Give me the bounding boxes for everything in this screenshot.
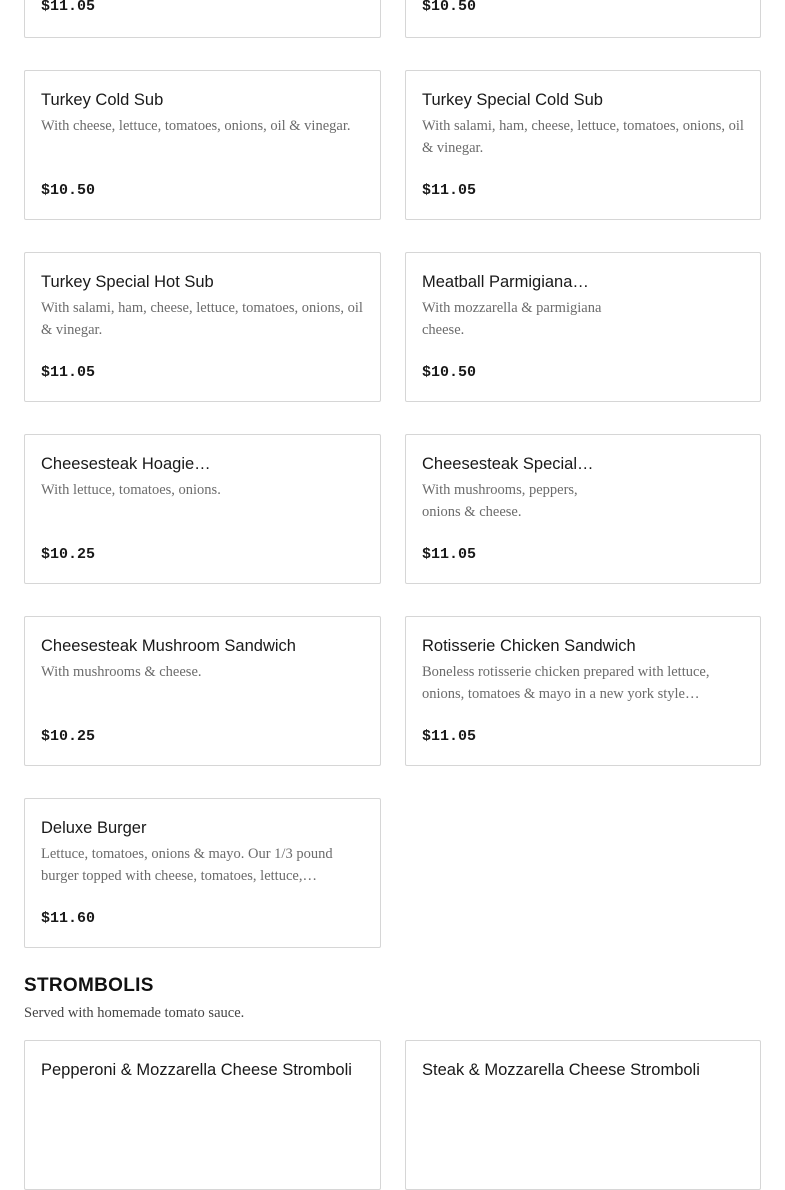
item-description: With salami, ham, cheese, lettuce, tomatoes, onions, oil & vinegar. (41, 300, 363, 338)
item-price: $10.25 (41, 728, 96, 745)
item-price: $10.50 (422, 364, 477, 381)
item-price: $11.05 (41, 364, 96, 381)
item-name: Rotisserie Chicken Sandwich (422, 637, 636, 655)
item-name: Cheesesteak Mushroom Sandwich (41, 637, 296, 655)
menu-item-card[interactable] (405, 70, 761, 220)
menu-item-card[interactable] (24, 252, 381, 402)
item-description: With mushrooms & cheese. (41, 664, 202, 680)
menu-item-card[interactable] (24, 798, 381, 948)
menu-item-card[interactable] (405, 616, 761, 766)
item-name: Pepperoni & Mozzarella Cheese Stromboli (41, 1061, 352, 1079)
item-description: With salami, ham, cheese, lettuce, tomatoes, onions, oil & vinegar. (422, 118, 744, 156)
menu-item-card[interactable] (405, 252, 761, 402)
item-price: $10.50 (422, 0, 477, 15)
item-name: Steak & Mozzarella Cheese Stromboli (422, 1061, 700, 1079)
menu-item-card[interactable] (405, 0, 761, 38)
item-price: $10.25 (41, 546, 96, 563)
item-name: Turkey Special Cold Sub (422, 91, 603, 109)
menu-item-card[interactable] (24, 0, 381, 38)
strombolis-section (24, 974, 785, 1024)
item-name: Cheesesteak Hoagie… (41, 455, 211, 473)
item-name: Turkey Cold Sub (41, 91, 164, 109)
menu-item-card[interactable] (24, 616, 381, 766)
menu-item-card[interactable] (405, 434, 761, 584)
item-price: $11.05 (41, 0, 96, 15)
menu-item-card[interactable] (24, 434, 381, 584)
item-price: $10.50 (41, 182, 96, 199)
menu-item-card[interactable] (405, 1040, 761, 1190)
item-description: Lettuce, tomatoes, onions & mayo. Our 1/3 pound burger topped with cheese, tomatoes, lettuce,… (41, 846, 333, 884)
item-description: With cheese, lettuce, tomatoes, onions, oil & vinegar. (41, 118, 351, 134)
item-price: $11.05 (422, 182, 477, 199)
stromboli-grid (24, 1040, 785, 1190)
item-description: With lettuce, tomatoes, onions. (41, 482, 221, 498)
item-name: Deluxe Burger (41, 819, 147, 837)
item-price: $11.05 (422, 728, 477, 745)
menu-item-card[interactable] (24, 70, 381, 220)
item-description: With mushrooms, peppers, onions & cheese. (422, 482, 578, 520)
item-name: Cheesesteak Special… (422, 455, 594, 473)
section-title: STROMBOLIS (24, 975, 154, 996)
item-price: $11.60 (41, 910, 96, 927)
sandwich-grid (24, 0, 785, 948)
item-description: Boneless rotisserie chicken prepared with lettuce, onions, tomatoes & mayo in a new york style… (422, 664, 710, 702)
menu-item-card[interactable] (24, 1040, 381, 1190)
item-description: With mozzarella & parmigiana cheese. (422, 300, 602, 338)
item-name: Meatball Parmigiana… (422, 273, 589, 291)
item-name: Turkey Special Hot Sub (41, 273, 214, 291)
section-subtitle: Served with homemade tomato sauce. (24, 1005, 245, 1021)
item-price: $11.05 (422, 546, 477, 563)
